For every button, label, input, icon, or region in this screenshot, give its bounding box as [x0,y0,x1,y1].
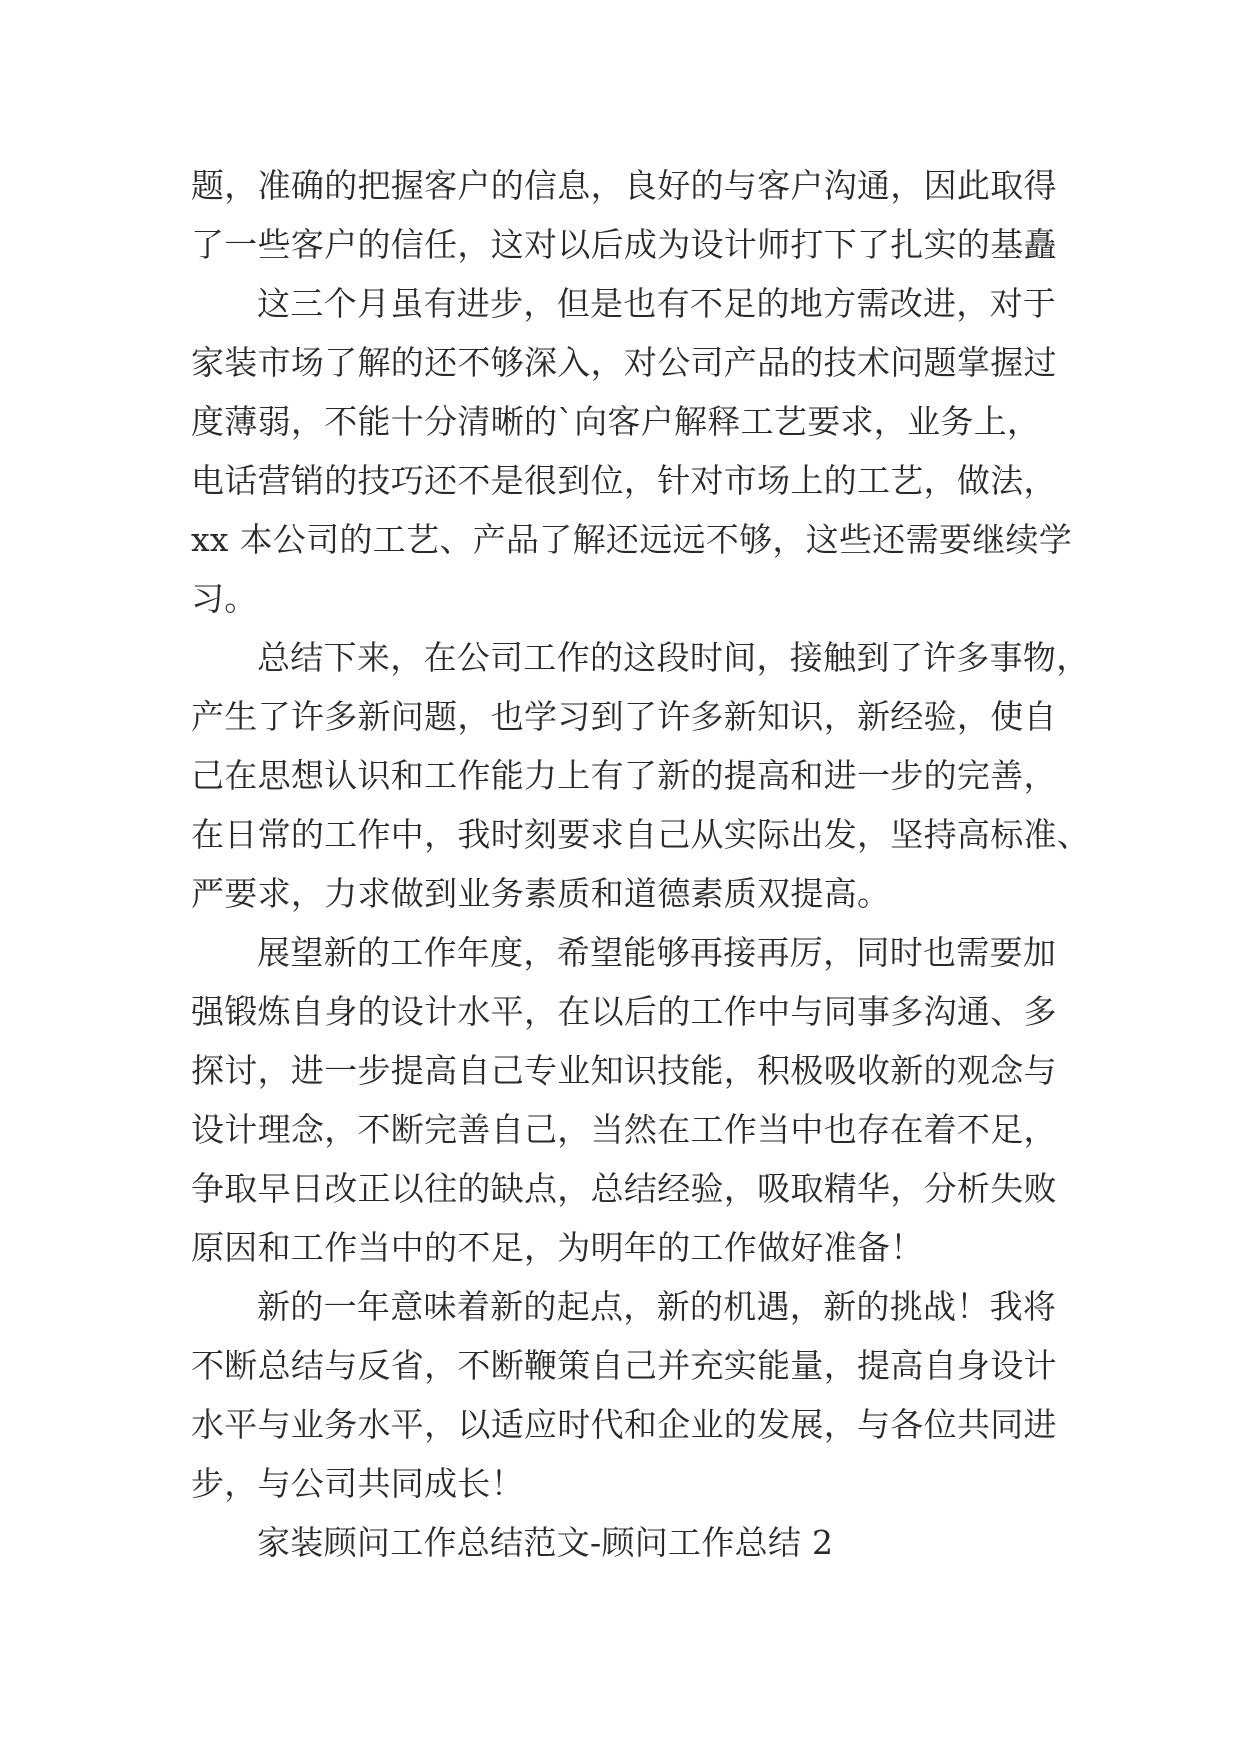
text-line: 设计理念，不断完善自己，当然在工作当中也存在着不足， [191,1110,1057,1149]
paragraph-start-line: 这三个月虽有进步，但是也有不足的地方需改进，对于 [257,284,1057,323]
text-line: 水平与业务水平，以适应时代和企业的发展，与各位共同进 [191,1405,1057,1444]
paragraph-start-line: 总结下来，在公司工作的这段时间，接触到了许多事物， [257,638,1090,677]
section-heading: 家装顾问工作总结范文-顾问工作总结 2 [257,1523,834,1562]
text-line: 习。 [191,579,258,618]
text-line: 电话营销的技巧还不是很到位，针对市场上的工艺，做法， [191,461,1057,500]
text-line: 己在思想认识和工作能力上有了新的提高和进一步的完善， [191,756,1057,795]
text-line: 度薄弱，不能十分清晰的`向客户解释工艺要求，业务上， [191,402,1041,441]
text-line: 探讨，进一步提高自己专业知识技能，积极吸收新的观念与 [191,1051,1057,1090]
text-line: 强锻炼自身的设计水平，在以后的工作中与同事多沟通、多 [191,992,1057,1031]
text-line: 严要求，力求做到业务素质和道德素质双提高。 [191,874,891,913]
text-line: xx 本公司的工艺、产品了解还远远不够，这些还需要继续学 [191,520,1073,559]
text-line: 在日常的工作中，我时刻要求自己从实际出发，坚持高标准、 [191,815,1091,854]
text-line: 了一些客户的信任，这对以后成为设计师打下了扎实的基矗 [191,225,1057,264]
text-line: 家装市场了解的还不够深入，对公司产品的技术问题掌握过 [191,343,1057,382]
text-line: 产生了许多新问题，也学习到了许多新知识，新经验，使自 [191,697,1057,736]
document-body [191,156,1091,1572]
paragraph-start-line: 展望新的工作年度，希望能够再接再厉，同时也需要加 [257,933,1057,972]
text-line: 不断总结与反省，不断鞭策自己并充实能量，提高自身设计 [191,1346,1057,1385]
text-line: 步，与公司共同成长！ [191,1464,524,1503]
text-line: 题，准确的把握客户的信息，良好的与客户沟通，因此取得 [191,166,1057,205]
paragraph-start-line: 新的一年意味着新的起点，新的机遇，新的挑战！我将 [257,1287,1057,1326]
text-line: 争取早日改正以往的缺点，总结经验，吸取精华，分析失败 [191,1169,1057,1208]
text-line: 原因和工作当中的不足，为明年的工作做好准备！ [191,1228,924,1267]
